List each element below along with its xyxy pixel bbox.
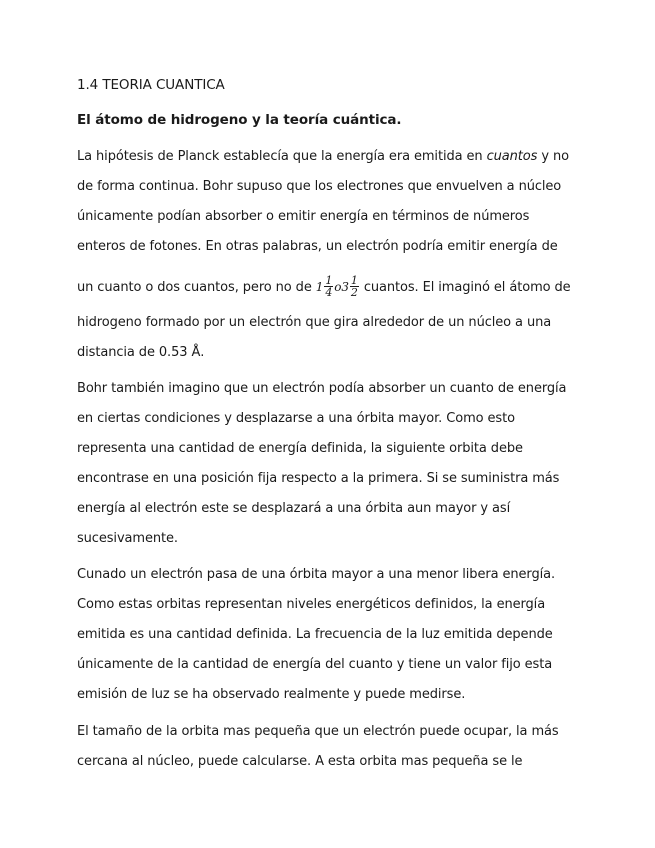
fraction-1: [324, 275, 333, 298]
paragraph-2-line-1: Bohr también imagino que un electrón podía absorber un cuanto de energía: [77, 381, 567, 396]
fraction-2-whole: 3: [341, 280, 349, 294]
paragraph-3-line-4: únicamente de la cantidad de energía del cuanto y tiene un valor fijo esta: [77, 657, 553, 672]
paragraph-2-line-3: representa una cantidad de energía definida, la siguiente orbita debe: [77, 441, 523, 456]
paragraph-1-line-2: de forma continua. Bohr supuso que los electrones que envuelven a núcleo: [77, 179, 562, 194]
paragraph-3-line-1: Cunado un electrón pasa de una órbita mayor a una menor libera energía.: [77, 567, 556, 582]
fraction-1-denominator: 4: [325, 286, 333, 299]
fraction-2-numerator: 1: [350, 274, 358, 287]
paragraph-2-line-5: energía al electrón este se desplazará a una órbita aun mayor y así: [77, 501, 511, 516]
paragraph-2-line-4: encontrase en una posición fija respecto a la primera. Si se suministra más: [77, 471, 560, 486]
section-heading: 1.4 TEORIA CUANTICA: [77, 77, 225, 93]
paragraph-1-line-6: hidrogeno formado por un electrón que gira alrededor de un núcleo a una: [77, 315, 552, 330]
paragraph-1-line-3: únicamente podían absorber o emitir energía en términos de números: [77, 209, 530, 224]
paragraph-3-line-5: emisión de luz se ha observado realmente y puede medirse.: [77, 687, 466, 702]
fraction-or: o: [334, 280, 342, 294]
fraction-1-numerator: 1: [325, 274, 333, 287]
paragraph-1-line-5: [77, 276, 571, 299]
text-run: La hipótesis de Planck establecía que la energía era emitida en: [77, 149, 487, 164]
paragraph-1-line-4: enteros de fotones. En otras palabras, un electrón podría emitir energía de: [77, 239, 558, 254]
paragraph-4-line-1: El tamaño de la orbita mas pequeña que un electrón puede ocupar, la más: [77, 724, 559, 739]
paragraph-2-line-6: sucesivamente.: [77, 531, 178, 546]
paragraph-3-line-2: Como estas orbitas representan niveles energéticos definidos, la energía: [77, 597, 546, 612]
paragraph-1-line-7: distancia de 0.53 Å.: [77, 345, 205, 360]
fraction-2-denominator: 2: [350, 286, 358, 299]
fraction-2: [350, 275, 359, 298]
fraction-1-whole: 1: [315, 280, 324, 294]
paragraph-1-line-1: [77, 149, 569, 165]
paragraph-2-line-2: en ciertas condiciones y desplazarse a una órbita mayor. Como esto: [77, 411, 515, 426]
text-run: un cuanto o dos cuantos, pero no de: [77, 280, 316, 295]
section-subheading: El átomo de hidrogeno y la teoría cuántica.: [77, 112, 402, 128]
text-run: cuantos. El imaginó el átomo de: [359, 280, 571, 295]
paragraph-3-line-3: emitida es una cantidad definida. La frecuencia de la luz emitida depende: [77, 627, 553, 642]
emphasis-cuantos: cuantos: [486, 149, 538, 164]
text-run: y no: [537, 149, 569, 164]
paragraph-4-line-2: cercana al núcleo, puede calcularse. A esta orbita mas pequeña se le: [77, 754, 523, 769]
